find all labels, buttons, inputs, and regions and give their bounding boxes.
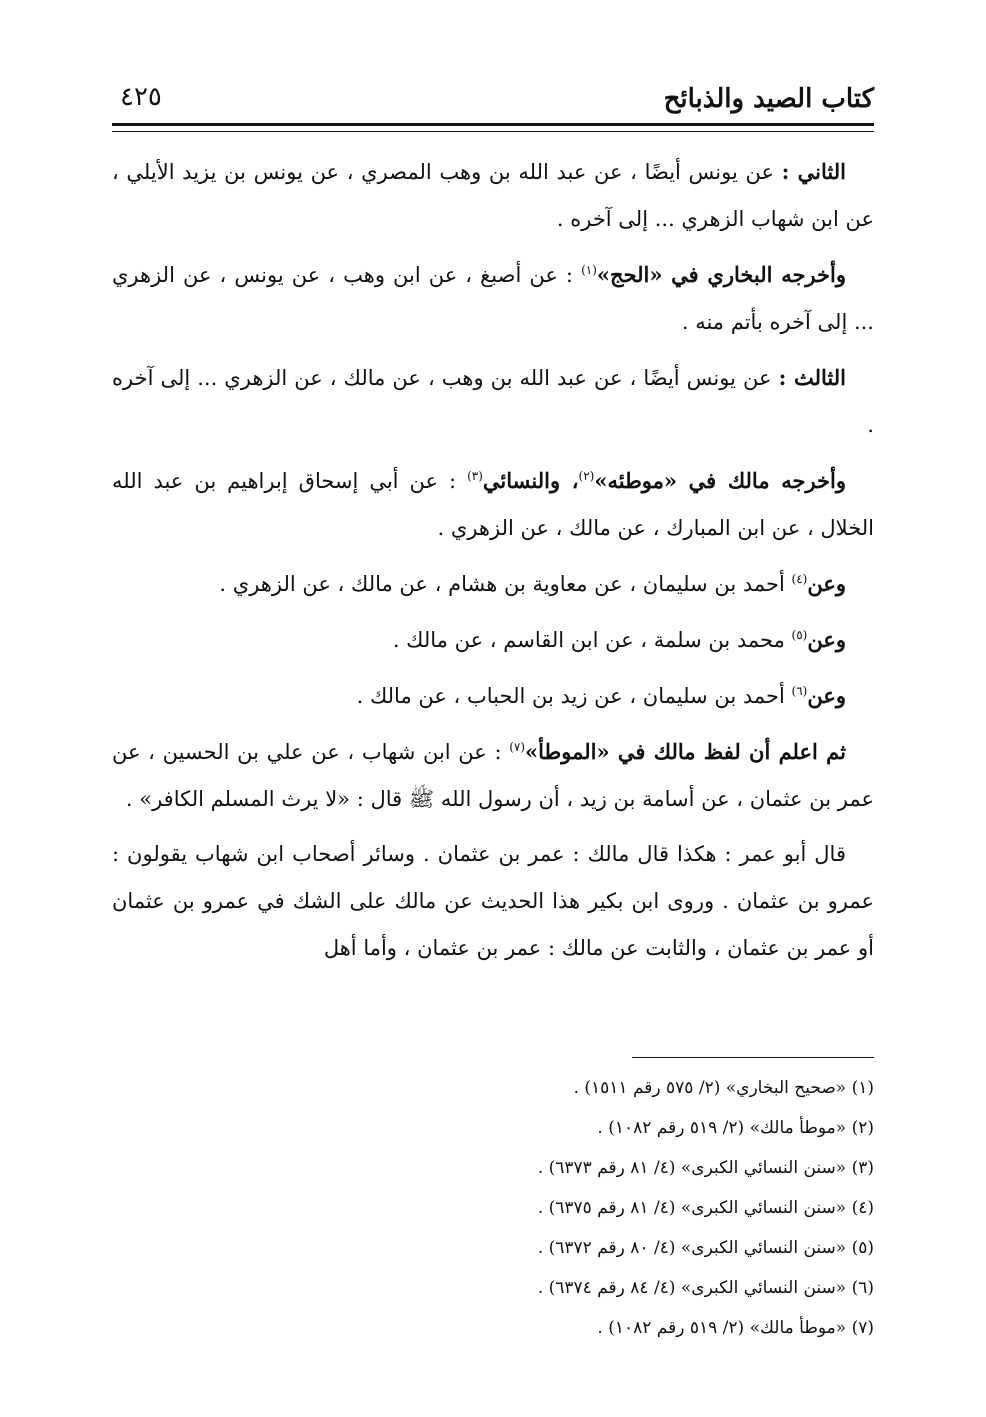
footnote-1: (١) «صحيح البخاري» (٢/ ٥٧٥ رقم ١٥١١) . <box>573 1078 874 1098</box>
paragraph-lead: الثالث : <box>778 365 846 390</box>
footnote-ref[interactable]: (٦) <box>791 684 808 698</box>
paragraph-lead: وعن <box>807 683 846 708</box>
page-header <box>112 74 874 124</box>
footnotes <box>112 1068 874 1348</box>
header-rule-thick <box>112 123 874 126</box>
footnote-separator <box>632 1057 874 1058</box>
footnote-3: (٣) «سنن النسائي الكبرى» (٤/ ٨١ رقم ٦٣٧٣) . <box>537 1158 874 1178</box>
paragraph-lead: وأخرجه مالك في «موطئه» <box>594 468 846 493</box>
footnote-4: (٤) «سنن النسائي الكبرى» (٤/ ٨١ رقم ٦٣٧٥) . <box>537 1198 874 1218</box>
paragraph-lead: الثاني : <box>781 159 846 184</box>
footnote-2: (٢) «موطأ مالك» (٢/ ٥١٩ رقم ١٠٨٢) . <box>597 1118 874 1138</box>
paragraph-bukhari <box>112 251 874 346</box>
header-rule-thin <box>112 131 874 132</box>
paragraph-lead: وعن <box>807 571 846 596</box>
footnote-ref[interactable]: (٤) <box>791 572 808 586</box>
page-number: ٤٢٥ <box>120 82 162 112</box>
footnote-ref[interactable]: (١) <box>581 263 597 277</box>
footnote-ref[interactable]: (٣) <box>467 469 483 483</box>
paragraph-wa-an-5 <box>112 616 874 664</box>
paragraph-body: أحمد بن سليمان ، عن معاوية بن هشام ، عن مالك ، عن الزهري . <box>219 572 792 596</box>
footnote-ref[interactable]: (٥) <box>791 628 808 642</box>
main-text <box>112 148 874 980</box>
paragraph-body: : عن ابن شهاب ، عن علي بن الحسين ، عن عمر بن عثمان ، عن أسامة بن زيد ، أن رسول الله ﷺ قال : «لا يرث المسلم الكافر» . <box>112 740 874 811</box>
paragraph-body: أحمد بن سليمان ، عن زيد بن الحباب ، عن مالك . <box>356 684 792 708</box>
paragraph-malik-nasai <box>112 457 874 552</box>
footnote-ref[interactable]: (٢) <box>578 469 595 483</box>
footnote-ref[interactable]: (٧) <box>509 740 526 754</box>
running-title: كتاب الصيد والذبائح <box>663 84 874 114</box>
paragraph-wa-an-4 <box>112 560 874 608</box>
paragraph-third-chain <box>112 354 874 449</box>
paragraph-body: محمد بن سلمة ، عن ابن القاسم ، عن مالك . <box>392 628 792 652</box>
paragraph-lead: وعن <box>807 627 846 652</box>
paragraph-abu-umar <box>112 831 874 972</box>
paragraph-body: : عن أصبغ ، عن ابن وهب ، عن يونس ، عن الزهري ... إلى آخره بأتم منه . <box>112 263 874 334</box>
paragraph-lead: ثم اعلم أن لفظ مالك في «الموطأ» <box>525 739 846 764</box>
paragraph-muwatta-wording <box>112 728 874 823</box>
paragraph-body: قال أبو عمر : هكذا قال مالك : عمر بن عثمان . وسائر أصحاب ابن شهاب يقولون : عمرو بن عثمان . وروى ابن بكير هذا الحديث عن مالك على الشك في عمرو بن عثمان أو عمر بن عثمان ، والثابت عن مالك : عمر بن عثمان ، وأما أهل <box>112 842 874 960</box>
paragraph-second-chain <box>112 148 874 243</box>
paragraph-body: عن يونس أيضًا ، عن عبد الله بن وهب ، عن مالك ، عن الزهري ... إلى آخره . <box>112 366 874 437</box>
paragraph-lead-continued: ، والنسائي <box>482 468 579 493</box>
paragraph-wa-an-6 <box>112 672 874 720</box>
footnote-5: (٥) «سنن النسائي الكبرى» (٤/ ٨٠ رقم ٦٣٧٢) . <box>537 1238 874 1258</box>
footnote-6: (٦) «سنن النسائي الكبرى» (٤/ ٨٤ رقم ٦٣٧٤) . <box>537 1278 874 1298</box>
footnote-7: (٧) «موطأ مالك» (٢/ ٥١٩ رقم ١٠٨٢) . <box>597 1318 874 1338</box>
paragraph-body: عن يونس أيضًا ، عن عبد الله بن وهب المصري ، عن يونس بن يزيد الأيلي ، عن ابن شهاب الزهري ... إلى آخره . <box>112 160 874 231</box>
paragraph-body: : عن أبي إسحاق إبراهيم بن عبد الله الخلال ، عن ابن المبارك ، عن مالك ، عن الزهري . <box>112 469 874 540</box>
paragraph-lead: وأخرجه البخاري في «الحج» <box>596 262 846 287</box>
